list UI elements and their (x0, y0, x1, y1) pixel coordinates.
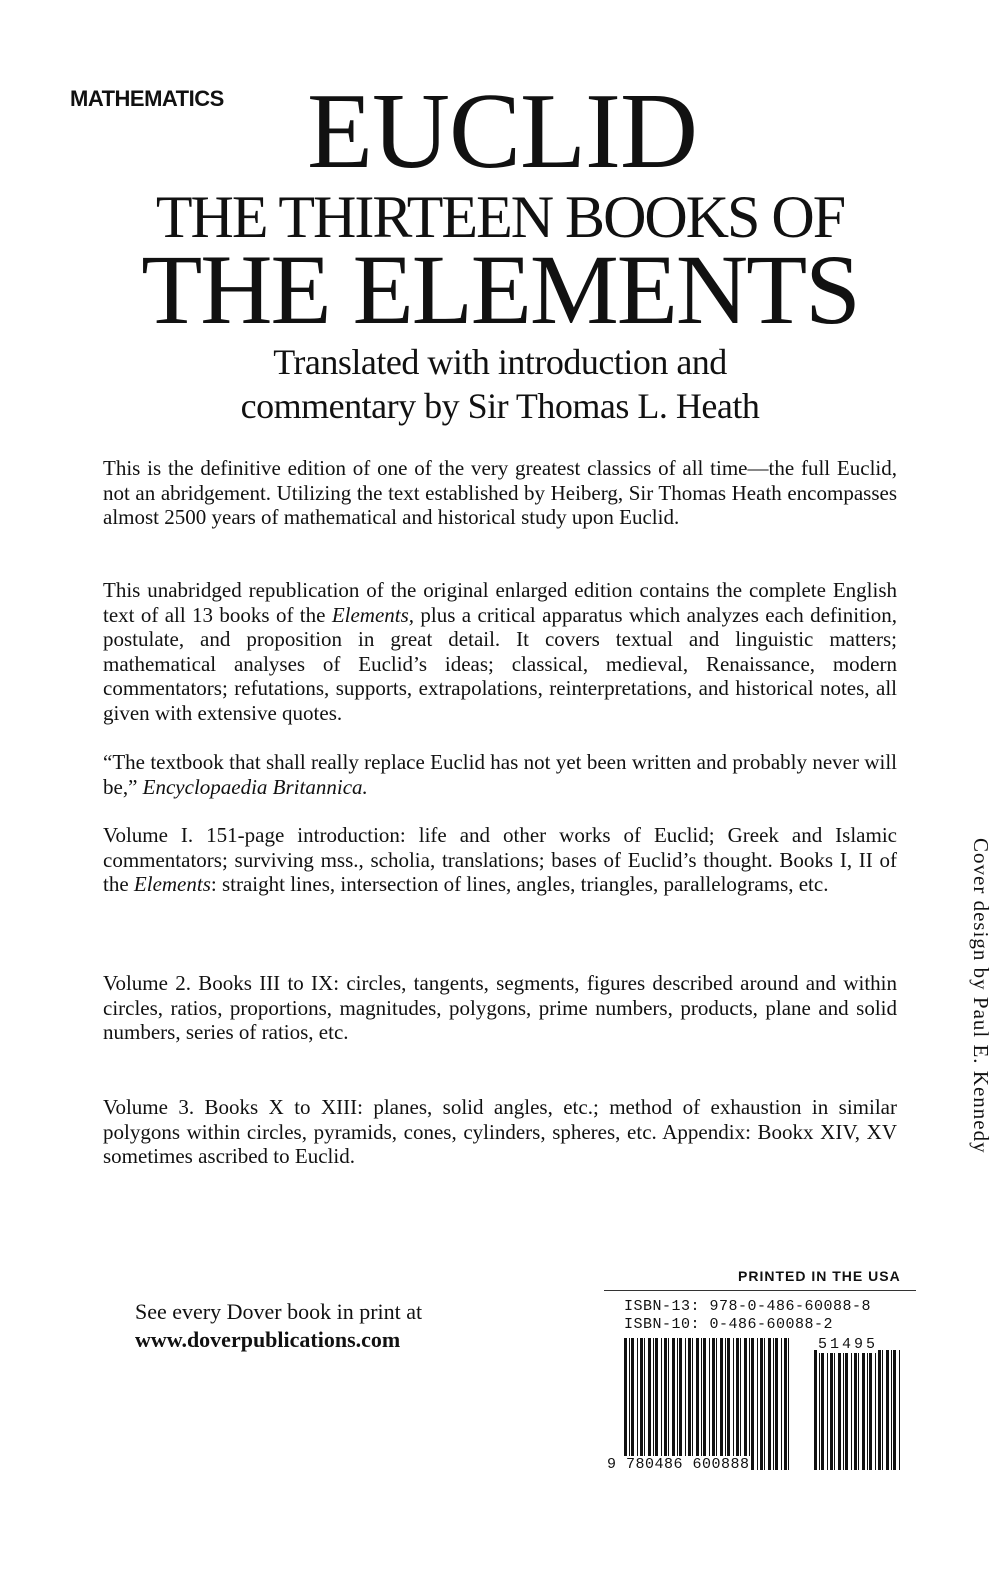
translator-credit (0, 340, 1000, 428)
quote-source: Encyclopaedia Britannica. (142, 774, 368, 799)
barcode-bar (838, 1350, 841, 1470)
book-subtitle: THE THIRTEEN BOOKS OF (155, 184, 845, 250)
barcode-addon-digits: 51495 (818, 1336, 879, 1353)
barcode-bar (854, 1350, 857, 1470)
translator-line-2: commentary by Sir Thomas L. Heath (240, 386, 760, 426)
p4-text-b: : straight lines, intersection of lines, angles, triangles, parallelograms, etc. (210, 872, 829, 896)
barcode-bar (862, 1350, 865, 1470)
barcode-bar (751, 1338, 754, 1470)
dover-website-link[interactable]: www.doverpublications.com (135, 1327, 401, 1352)
p2-emphasis: Elements, (331, 602, 415, 627)
printed-in-label: PRINTED IN THE USA (738, 1268, 901, 1284)
volume-1-paragraph (103, 823, 897, 897)
description-paragraph-1: This is the definitive edition of one of the very greatest classics of all time—the full Euclid, not an abridgement. Utilizing the text established by Heiberg, Sir Thomas Heath encompasses almost 2500 years of mathematical and historical study upon Euclid. (103, 456, 897, 529)
barcode-bar (819, 1350, 820, 1470)
barcode-bar (830, 1350, 833, 1470)
barcode-bar (781, 1338, 782, 1470)
promo-text: See every Dover book in print at (135, 1299, 423, 1324)
p4-emphasis: Elements (133, 872, 211, 896)
barcode-bar (679, 1338, 682, 1470)
barcode-bar (878, 1350, 881, 1470)
barcode-bar (760, 1338, 763, 1470)
category-label: MATHEMATICS (70, 86, 224, 111)
barcode-bar (629, 1338, 630, 1470)
barcode-bar (692, 1338, 693, 1470)
barcode-bar (845, 1350, 848, 1470)
barcode-bar (757, 1338, 758, 1470)
quote-paragraph (103, 750, 897, 799)
cover-design-credit: Cover design by Paul E. Kennedy (969, 838, 993, 1154)
barcode-bar (696, 1338, 699, 1470)
author-text: EUCLID (307, 72, 697, 191)
barcode-bar (733, 1338, 734, 1470)
description-paragraph-2 (103, 578, 897, 725)
barcode-bar (740, 1338, 741, 1470)
author-name (0, 72, 1000, 191)
p4-text-a: Volume I. 151-page introduction: life and other works of Euclid; Greek and Islamic commentators; surviving mss., scholia, translations; bases of Euclid’s thought. Books I, II of the (103, 823, 897, 896)
barcode-bar (672, 1338, 675, 1470)
volume-2-paragraph: Volume 2. Books III to IX: circles, tangents, segments, figures described around and within circles, ratios, proportions, magnitudes, polygons, prime numbers, products, plane and solid numbers, series of ratios, etc. (103, 971, 897, 1044)
barcode-bar (701, 1338, 702, 1470)
isbn-13: ISBN-13: 978-0-486-60088-8 (624, 1298, 872, 1315)
barcode-bar (653, 1338, 654, 1470)
barcode-bar (775, 1338, 778, 1470)
barcode-bar (858, 1350, 859, 1470)
barcode-bar (703, 1338, 706, 1470)
barcode-bar (668, 1338, 669, 1470)
barcode-bar (784, 1338, 787, 1470)
barcode-bar (843, 1350, 844, 1470)
barcode-digits: 9 780486 600888 (607, 1456, 750, 1473)
barcode-bar (725, 1338, 726, 1470)
barcode-bar (677, 1338, 678, 1470)
barcode-bar (882, 1350, 883, 1470)
dover-promo (135, 1298, 422, 1354)
barcode-bar (624, 1338, 627, 1470)
isbn-10: ISBN-10: 0-486-60088-2 (624, 1316, 834, 1333)
barcode-bar (764, 1338, 765, 1470)
barcode-bar (768, 1338, 771, 1470)
barcode-bar (664, 1338, 667, 1470)
barcode-bar (640, 1338, 643, 1470)
barcode-bar (727, 1338, 730, 1470)
barcode-bar (688, 1338, 691, 1470)
barcode-bar (661, 1338, 662, 1470)
p2-text-b: plus a critical apparatus which analyzes each definition, postulate, and proposition in great detail. It covers textual and linguistic matters; mathematical analyses of Euclid’s ideas; classical, medieval, Renaissance, modern commentators; refutations, supports, extrapolations, reinterpretations, and historical notes, all given with extensive quotes. (103, 602, 898, 725)
barcode-bar (655, 1338, 658, 1470)
book-title: THE ELEMENTS (141, 234, 859, 345)
barcode-icon (624, 1338, 794, 1470)
barcode-bar (712, 1338, 715, 1470)
translator-line-1: Translated with introduction and (273, 342, 727, 382)
barcode-bar (685, 1338, 686, 1470)
barcode-bar (749, 1338, 750, 1470)
barcode-bar (827, 1350, 828, 1470)
barcode-bar (644, 1338, 645, 1470)
barcode-bar (788, 1338, 789, 1470)
barcode-bar (637, 1338, 638, 1470)
barcode-bar (631, 1338, 634, 1470)
barcode-bar (716, 1338, 717, 1470)
barcode-bar (886, 1350, 889, 1470)
quote-text: “The textbook that shall really replace Euclid has not yet been written and probably never will be,” (103, 750, 897, 799)
barcode-bar (875, 1350, 876, 1470)
barcode-addon-icon (814, 1350, 904, 1470)
barcode-bar (821, 1350, 824, 1470)
barcode-bar (891, 1350, 892, 1470)
barcode-bar (720, 1338, 723, 1470)
barcode-bar (869, 1350, 872, 1470)
barcode-bar (744, 1338, 747, 1470)
barcode-bar (899, 1350, 900, 1470)
barcode-bar (736, 1338, 739, 1470)
p2-text-a: This unabridged republication of the original enlarged edition contains the complete English text of all 13 books of the (103, 578, 897, 627)
barcode-bar (851, 1350, 852, 1470)
barcode-bar (709, 1338, 710, 1470)
barcode-bar (834, 1350, 835, 1470)
divider-line (604, 1290, 916, 1291)
volume-3-paragraph: Volume 3. Books X to XIII: planes, solid angles, etc.; method of exhaustion in similar polygons within circles, pyramids, cones, cylinders, spheres, etc. Appendix: Bookx XIV, XV sometimes ascribed to Euclid. (103, 1095, 897, 1168)
barcode-bar (893, 1350, 896, 1470)
barcode-bar (648, 1338, 651, 1470)
barcode-bar (867, 1350, 868, 1470)
barcode-bar (773, 1338, 774, 1470)
barcode-bar (814, 1350, 817, 1470)
